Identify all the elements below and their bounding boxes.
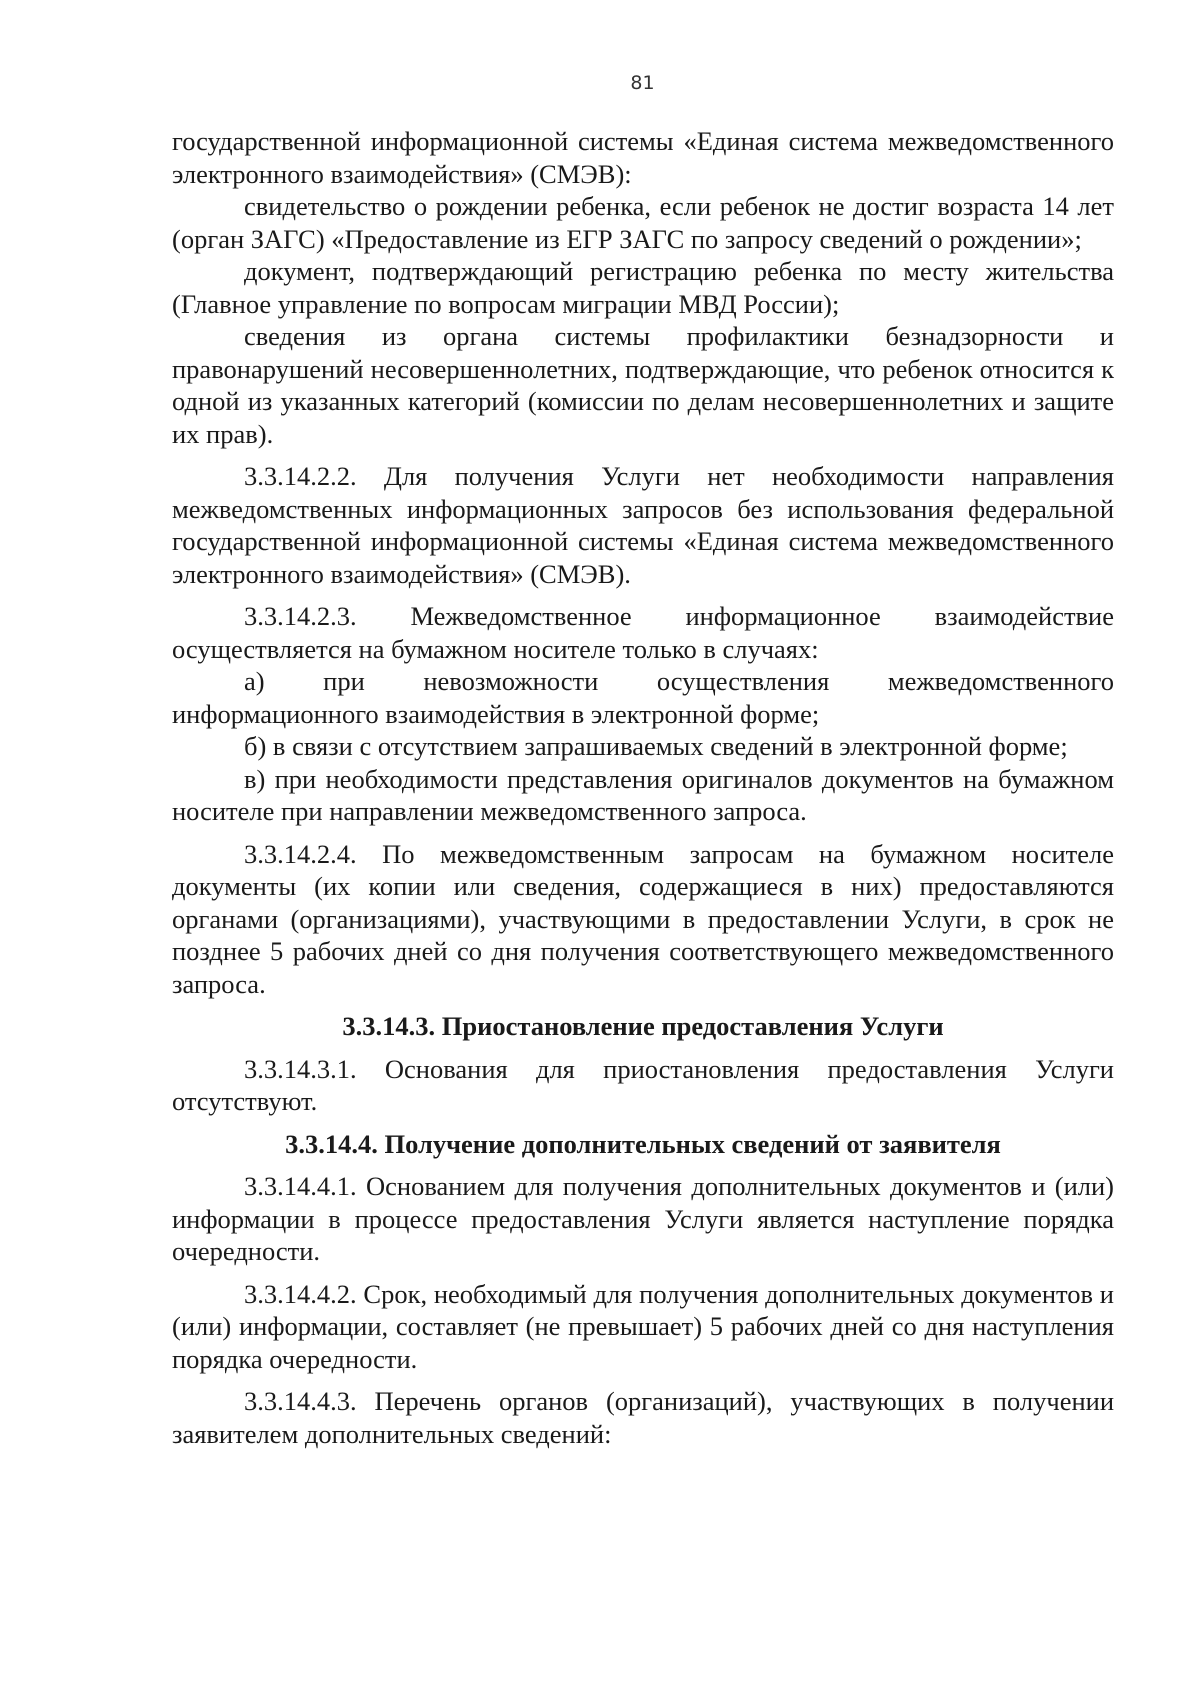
page-number: 81 bbox=[630, 72, 655, 94]
section-heading-3-3-14-4: 3.3.14.4. Получение дополнительных сведений от заявителя bbox=[285, 1128, 1001, 1159]
list-item-commission-info: сведения из органа системы профилактики безнадзорности и правонарушений несовершеннолетних, подтверждающие, что ребенок относится к одной из указанных категорий (комиссии по делам несовершеннолетних и защите их прав). bbox=[172, 321, 1114, 449]
list-item-registration-document: документ, подтверждающий регистрацию ребенка по месту жительства (Главное управление по вопросам миграции МВД России); bbox=[172, 256, 1114, 319]
paragraph-3-3-14-2-2: 3.3.14.2.2. Для получения Услуги нет необходимости направления межведомственных информационных запросов без использования федеральной государственной информационной системы «Единая система межведомственного электронного взаимодействия» (СМЭВ). bbox=[172, 461, 1114, 589]
paragraph-3-3-14-4-3: 3.3.14.4.3. Перечень органов (организаций), участвующих в получении заявителем дополнительных сведений: bbox=[172, 1386, 1114, 1449]
list-item-birth-certificate: свидетельство о рождении ребенка, если ребенок не достиг возраста 14 лет (орган ЗАГС) «Предоставление из ЕГР ЗАГС по запросу сведений о рождении»; bbox=[172, 191, 1114, 254]
section-heading-3-3-14-3: 3.3.14.3. Приостановление предоставления Услуги bbox=[342, 1011, 944, 1041]
list-item-c: в) при необходимости представления оригиналов документов на бумажном носителе при направлении межведомственного запроса. bbox=[172, 763, 1114, 826]
paragraph-3-3-14-3-1: 3.3.14.3.1. Основания для приостановления предоставления Услуги отсутствуют. bbox=[172, 1053, 1114, 1116]
list-item-a: а) при невозможности осуществления межведомственного информационного взаимодействия в электронной форме; bbox=[172, 666, 1114, 729]
paragraph-3-3-14-4-2: 3.3.14.4.2. Срок, необходимый для получения дополнительных документов и (или) информации, составляет (не превышает) 5 рабочих дней со дня наступления порядка очередности. bbox=[172, 1278, 1114, 1374]
document-body bbox=[172, 125, 1114, 1450]
paragraph-3-3-14-4-1: 3.3.14.4.1. Основанием для получения дополнительных документов и (или) информации в процессе предоставления Услуги является наступление порядка очередности. bbox=[172, 1171, 1114, 1266]
paragraph-3-3-14-2-4: 3.3.14.2.4. По межведомственным запросам на бумажном носителе документы (их копии или сведения, содержащиеся в них) предоставляются органами (организациями), участвующими в предоставлении Услуги, в срок не позднее 5 рабочих дней со дня получения соответствующего межведомственного запроса. bbox=[172, 838, 1114, 999]
list-item-b: б) в связи с отсутствием запрашиваемых сведений в электронной форме; bbox=[244, 731, 1068, 761]
paragraph-3-3-14-2-3: 3.3.14.2.3. Межведомственное информационное взаимодействие осуществляется на бумажном носителе только в случаях: bbox=[172, 601, 1114, 664]
paragraph-continuation: государственной информационной системы «Единая система межведомственного электронного взаимодействия» (СМЭВ): bbox=[172, 126, 1114, 189]
